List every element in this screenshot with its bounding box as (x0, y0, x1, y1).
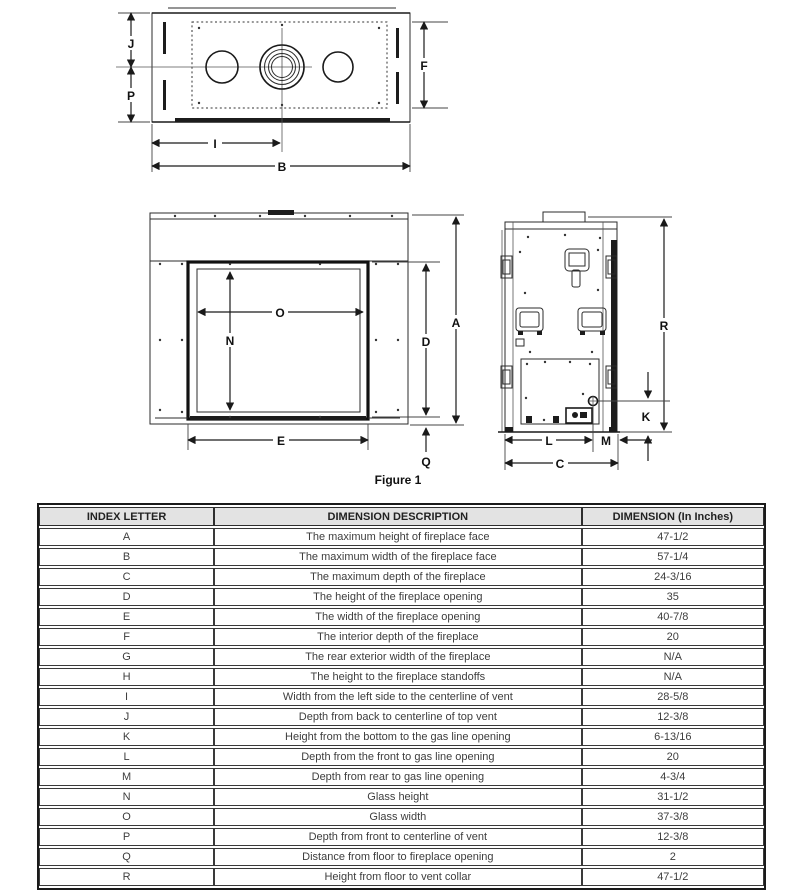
inches-cell: 12-3/8 (582, 828, 764, 846)
index-letter-cell: B (39, 548, 214, 566)
inches-cell: 28-5/8 (582, 688, 764, 706)
table-row (39, 648, 764, 666)
description-cell: Depth from back to centerline of top vent (214, 708, 581, 726)
index-letter-cell: E (39, 608, 214, 626)
figure-caption: Figure 1 (374, 473, 422, 487)
handle-cutout (565, 249, 589, 287)
description-cell: The height of the fireplace opening (214, 588, 581, 606)
table-row (39, 828, 764, 846)
dim-label-d: D (421, 335, 431, 349)
table-row (39, 748, 764, 766)
index-letter-cell: O (39, 808, 214, 826)
index-letter-cell: M (39, 768, 214, 786)
table-row (39, 668, 764, 686)
index-letter-cell: I (39, 688, 214, 706)
inches-cell: 4-3/4 (582, 768, 764, 786)
description-cell: The maximum height of fireplace face (214, 528, 581, 546)
inches-cell: 12-3/8 (582, 708, 764, 726)
header-row (39, 507, 764, 526)
index-letter-cell: P (39, 828, 214, 846)
header-dimension-inches: DIMENSION (In Inches) (582, 507, 764, 526)
description-cell: Height from the bottom to the gas line opening (214, 728, 581, 746)
vent-collar (543, 212, 585, 222)
dim-label-a: A (451, 316, 461, 330)
inches-cell: 37-3/8 (582, 808, 764, 826)
dim-label-n: N (225, 334, 235, 348)
inches-cell: N/A (582, 648, 764, 666)
index-letter-cell: K (39, 728, 214, 746)
table-row (39, 868, 764, 886)
index-letter-cell: N (39, 788, 214, 806)
front-view-drawing (150, 210, 464, 469)
dim-label-o: O (275, 306, 285, 320)
gas-line-opening (589, 396, 598, 406)
table-row (39, 808, 764, 826)
right-knockout-hole (323, 52, 353, 82)
dimension-table-header (39, 507, 764, 526)
dim-label-e: E (276, 434, 286, 448)
description-cell: The interior depth of the fireplace (214, 628, 581, 646)
dim-label-j: J (127, 37, 135, 51)
description-cell: Width from the left side to the centerline of vent (214, 688, 581, 706)
index-letter-cell: D (39, 588, 214, 606)
header-index-letter: INDEX LETTER (39, 507, 214, 526)
side-view-drawing (498, 212, 672, 471)
table-row (39, 608, 764, 626)
inches-cell: 47-1/2 (582, 528, 764, 546)
inches-cell: 24-3/16 (582, 568, 764, 586)
inches-cell: 20 (582, 628, 764, 646)
inches-cell: 6-13/16 (582, 728, 764, 746)
dim-label-i: I (213, 137, 217, 151)
index-letter-cell: A (39, 528, 214, 546)
index-letter-cell: L (39, 748, 214, 766)
inches-cell: 20 (582, 748, 764, 766)
description-cell: Glass height (214, 788, 581, 806)
table-row (39, 788, 764, 806)
description-cell: Depth from rear to gas line opening (214, 768, 581, 786)
top-tab (268, 210, 294, 215)
table-row (39, 588, 764, 606)
dim-label-f: F (420, 59, 428, 73)
description-cell: Depth from front to centerline of vent (214, 828, 581, 846)
inches-cell: 47-1/2 (582, 868, 764, 886)
description-cell: The maximum depth of the fireplace (214, 568, 581, 586)
dim-label-q: Q (421, 455, 431, 469)
rating-plate (566, 408, 592, 423)
description-cell: The height to the fireplace standoffs (214, 668, 581, 686)
table-row (39, 728, 764, 746)
glass-panel (197, 269, 360, 412)
index-letter-cell: Q (39, 848, 214, 866)
description-cell: The maximum width of the fireplace face (214, 548, 581, 566)
inches-cell: 57-1/4 (582, 548, 764, 566)
table-row (39, 688, 764, 706)
dim-label-c: C (555, 457, 565, 471)
header-dimension-description: DIMENSION DESCRIPTION (214, 507, 581, 526)
table-row (39, 768, 764, 786)
opening-frame (188, 262, 368, 419)
dim-label-l: L (545, 434, 553, 448)
description-cell: The rear exterior width of the fireplace (214, 648, 581, 666)
inches-cell: 2 (582, 848, 764, 866)
index-letter-cell: G (39, 648, 214, 666)
table-row (39, 568, 764, 586)
dim-label-r: R (659, 319, 669, 333)
description-cell: Height from floor to vent collar (214, 868, 581, 886)
dim-label-k: K (641, 410, 651, 424)
inches-cell: 40-7/8 (582, 608, 764, 626)
table-row (39, 708, 764, 726)
index-letter-cell: J (39, 708, 214, 726)
table-row (39, 528, 764, 546)
dim-label-b: B (277, 160, 287, 174)
index-letter-cell: F (39, 628, 214, 646)
firebox-dotted-outline (192, 22, 387, 108)
top-view-drawing (116, 8, 448, 174)
inches-cell: 31-1/2 (582, 788, 764, 806)
description-cell: Glass width (214, 808, 581, 826)
table-row (39, 628, 764, 646)
description-cell: Distance from floor to fireplace opening (214, 848, 581, 866)
index-letter-cell: C (39, 568, 214, 586)
inches-cell: N/A (582, 668, 764, 686)
knockout-openings (516, 308, 606, 335)
access-panel (521, 359, 599, 424)
table-row (39, 548, 764, 566)
description-cell: The width of the fireplace opening (214, 608, 581, 626)
table-row (39, 848, 764, 866)
index-letter-cell: R (39, 868, 214, 886)
description-cell: Depth from the front to gas line opening (214, 748, 581, 766)
inches-cell: 35 (582, 588, 764, 606)
dim-label-m: M (601, 434, 611, 448)
dimension-table (37, 503, 766, 890)
dim-label-p: P (126, 89, 136, 103)
dimension-table-body (39, 528, 764, 886)
index-letter-cell: H (39, 668, 214, 686)
